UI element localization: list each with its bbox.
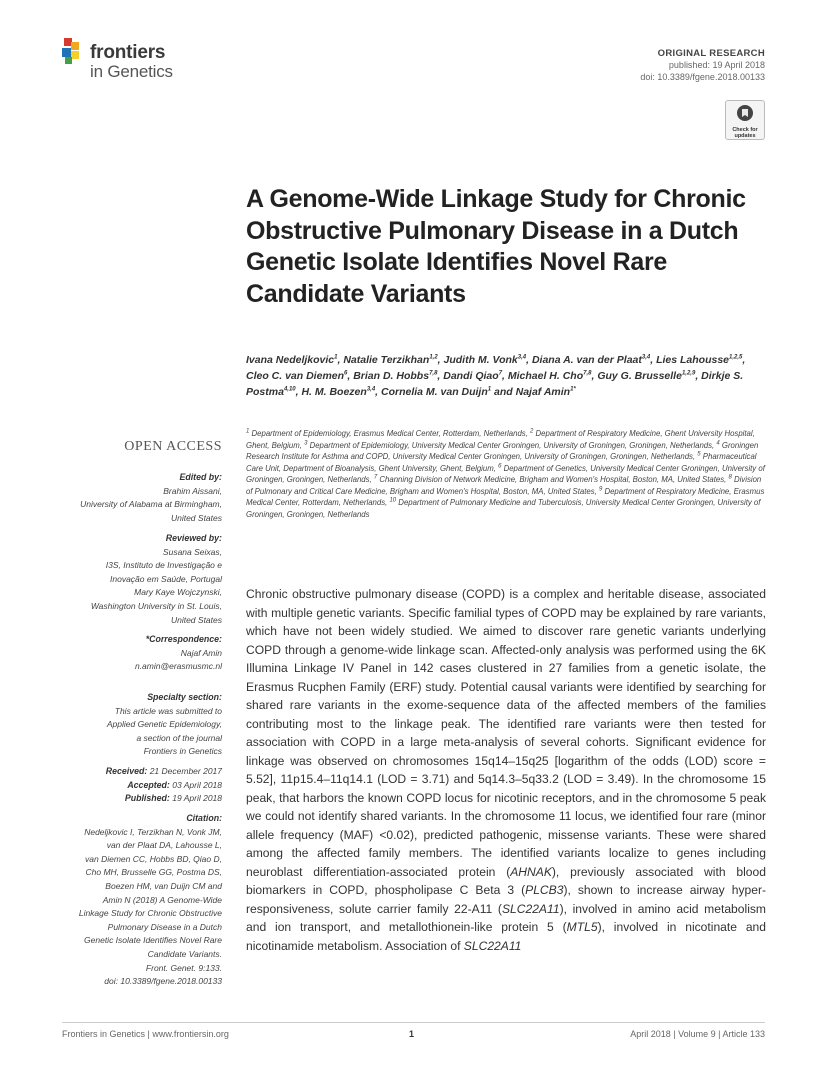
author-name[interactable]: Diana A. van der Plaat	[531, 354, 642, 366]
author-name[interactable]: Natalie Terzikhan	[343, 354, 430, 366]
correspondence-email[interactable]: n.amin@erasmusmc.nl	[134, 661, 222, 672]
affiliation-text: Department of Pulmonary Medicine and Tuberculosis, University Medical Center Groningen, University of Groningen, Groningen, Netherlands	[246, 498, 761, 519]
article-header	[640, 48, 765, 83]
article-type: ORIGINAL RESEARCH	[657, 48, 765, 59]
check-updates-line1: Check for	[732, 127, 758, 133]
received-date: 21 December 2017	[149, 766, 222, 776]
author-name[interactable]: Dandi Qiao	[443, 370, 499, 382]
check-for-updates-button[interactable]	[725, 100, 765, 140]
edited-by-section	[40, 471, 222, 525]
open-access-label: OPEN ACCESS	[124, 439, 222, 454]
author-affiliation-sup: 7	[498, 370, 503, 377]
article-title: A Genome-Wide Linkage Study for Chronic Obstructive Pulmonary Disease in a Dutch Genetic Isolate Identifies Novel Rare Candidate Variants	[246, 185, 746, 308]
reviewer-line: Mary Kaye Wojczynski,	[134, 587, 222, 598]
gene-mtl5: MTL5	[566, 920, 598, 934]
gene-ahnak: AHNAK	[510, 864, 552, 879]
citation-line: Candidate Variants.	[147, 948, 222, 959]
affiliation-sup: 9	[598, 485, 603, 492]
author-name[interactable]: Judith M. Vonk	[443, 354, 518, 366]
gene-slc22a11: SLC22A11	[501, 901, 560, 916]
footer-divider	[62, 1022, 765, 1023]
author-name[interactable]: H. M. Boezen	[301, 386, 367, 398]
affiliation-sup: 8	[728, 474, 732, 481]
abstract-text-4: ), involved in amino acid metabolism and ion transport, and metallothionein-like protein 5 (	[246, 901, 766, 934]
citation-line: Nedeljkovic I, Terzikhan N, Vonk JM,	[84, 826, 222, 837]
abstract-text-3: ), shown to increase airway hyper-responsiveness, solute carrier family 22-A11 (	[246, 883, 767, 916]
specialty-line: Applied Genetic Epidemiology,	[106, 719, 222, 730]
author-affiliation-sup: 4,10	[283, 386, 296, 393]
accepted-date: 03 April 2018	[172, 779, 222, 790]
published-row	[40, 792, 222, 806]
citation-line: Cho MH, Brusselle GG, Postma DS,	[85, 867, 222, 878]
check-updates-line2: updates	[734, 133, 756, 139]
correspondence-section	[40, 633, 222, 674]
author-name[interactable]: Guy G. Brusselle	[597, 370, 682, 382]
accepted-row	[40, 779, 222, 793]
affiliation-sup: 10	[389, 497, 397, 504]
citation-line: van der Plaat DA, Lahousse L,	[106, 840, 222, 851]
accepted-label: Accepted:	[127, 779, 170, 790]
published-date: published: 19 April 2018	[668, 60, 765, 70]
author-name[interactable]: Cornelia M. van Duijn	[381, 386, 488, 398]
frontiers-logo-icon	[62, 38, 86, 66]
affiliation-sup: 1	[246, 428, 250, 435]
affiliation-text: Department of Epidemiology, Erasmus Medical Center, Rotterdam, Netherlands,	[249, 429, 531, 438]
affiliation-text: Groningen Research Institute for Asthma and COPD, University Medical Center Groningen, University of Groningen, Groningen, Netherlands,	[246, 440, 759, 461]
citation-line: Boezen HM, van Duijn CM and	[105, 880, 222, 891]
citation-line: van Diemen CC, Hobbs BD, Qiao D,	[85, 853, 222, 864]
gene-slc22a11-2: SLC22A11	[463, 938, 522, 953]
received-row	[40, 765, 222, 779]
author-name[interactable]: Dirkje S. Postma	[246, 370, 744, 398]
citation-label: Citation:	[186, 813, 222, 823]
abstract	[246, 585, 766, 955]
abstract-text-5: ), involved in nicotinate and nicotinamide metabolism. Association of	[246, 920, 766, 953]
author-affiliation-sup: 6	[344, 370, 348, 377]
author-affiliation-sup: 1*	[570, 386, 576, 393]
reviewed-by-section	[40, 532, 222, 627]
footer-issue-info: April 2018 | Volume 9 | Article 133	[630, 1029, 765, 1039]
author-affiliation-sup: 1	[334, 354, 338, 361]
author-affiliation-sup: 3,4	[366, 386, 376, 393]
citation-line: Linkage Study for Chronic Obstructive	[78, 908, 222, 919]
affiliation-text: Pharmaceutical Care Unit, Department of Bioanalysis, Ghent University, Ghent, Belgium,	[246, 452, 757, 473]
dates-section	[40, 765, 222, 806]
published-label: Published:	[124, 793, 170, 804]
reviewed-by-label: Reviewed by:	[165, 533, 222, 543]
author-name[interactable]: Najaf Amin	[515, 386, 571, 398]
author-name[interactable]: Ivana Nedeljkovic	[246, 354, 335, 366]
author-affiliation-sup: 1,2	[429, 354, 438, 361]
affiliations	[246, 428, 766, 520]
affiliation-sup: 7	[373, 474, 378, 481]
logo-word-journal: in Genetics	[90, 62, 173, 81]
affiliation-text: Department of Respiratory Medicine, Ghent University Hospital, Ghent, Belgium,	[246, 429, 755, 450]
affiliation-sup: 3	[304, 439, 308, 446]
citation-line: Amin N (2018) A Genome-Wide	[102, 894, 222, 905]
affiliation-text: Division of Pulmonary and Critical Care Medicine, Brigham and Women's Hospital, Boston, MA, United States,	[246, 475, 762, 496]
author-name[interactable]: Cleo C. van Diemen	[246, 370, 345, 382]
editor-line: University of Alabama at Birmingham,	[80, 499, 222, 510]
editor-line: Brahim Aissani,	[163, 485, 222, 496]
affiliation-text: Department of Epidemiology, University Medical Center Groningen, University of Groningen, Groningen, Netherlands,	[307, 440, 717, 450]
reviewer-line: Washington University in St. Louis,	[90, 600, 222, 611]
published-side-date: 19 April 2018	[172, 793, 222, 804]
specialty-line: a section of the journal	[136, 732, 222, 743]
doi-link[interactable]: doi: 10.3389/fgene.2018.00133	[640, 71, 765, 82]
received-label: Received:	[105, 766, 148, 776]
journal-logo	[62, 38, 202, 88]
gene-plcb3: PLCB3	[525, 883, 564, 897]
author-name[interactable]: Brian D. Hobbs	[353, 370, 430, 382]
citation-line: Genetic Isolate Identifies Novel Rare	[84, 935, 222, 946]
author-name[interactable]: Michael H. Cho	[507, 370, 584, 382]
bookmark-update-icon	[736, 104, 754, 122]
abstract-text-1: Chronic obstructive pulmonary disease (COPD) is a complex and heritable disease, associated with multiple genetic variants. Specific familial types of COPD may be explained by rare variants, which have not been widely studied. We aimed to discover rare genetic variants underlying COPD through a genome-wide linkage scan. Affected-only analysis was performed using the 6K Illumina Linkage IV Panel in 142 cases clustered in 27 families from a genetic isolate, the Erasmus Rucphen Family (ERF) study. Potential causal variants were identified by searching for shared rare variants in the exome-sequence data of the affected members of the families contributing most to the linkage peak. The identified rare variants were then tested for association with COPD in a large meta-analysis of several cohorts. Significant evidence for linkage was observed on chromosomes 15q14–15q25 [logarithm of the odds (LOD) score = 5.52], 11p15.4–11q14.1 (LOD = 3.71) and 5q14.3–5q33.2 (LOD = 3.49). In the chromosome 15 peak, that harbors the known COPD locus for nicotinic receptors, and in the chromosome 5 peak we could not identify shared variants. In the chromosome 11 locus, we identified four rare (minor allele frequency (MAF) <0.02), predicted pathogenic, missense variants. These were shared among the affected family members. The identified variants localize to genes including neuroblast differentiation-associated protein (	[246, 587, 766, 879]
logo-word-frontiers: frontiers	[90, 42, 166, 63]
reviewer-line: Inovação em Saúde, Portugal	[110, 573, 222, 584]
author-affiliation-sup: 3,4	[517, 354, 527, 361]
correspondence-name: Najaf Amin	[180, 647, 222, 658]
author-affiliation-sup: 1,2,5	[729, 354, 743, 361]
affiliation-text: Channing Division of Network Medicine, Brigham and Women's Hospital, Boston, MA, United States,	[377, 475, 729, 484]
specialty-section	[40, 691, 222, 759]
reviewer-line: Susana Seixas,	[162, 546, 222, 557]
author-affiliation-sup: 7,8	[429, 370, 438, 377]
author-list: Ivana Nedeljkovic$^1$, Natalie Terzikhan$^{1,2}$, Judith M. Vonk$^{3,4}$, Diana A. van der Plaat$^{3,4}$, Lies Lahousse$^{1,2,5}$, Cleo C. van Diemen$^6$, Brian D. Hobbs$^{7,8}$, Dandi Qiao$^7$, Michael H. Cho$^{7,8}$, Guy G. Brusselle$^{1,2,9}$, Dirkje S. Postma$^{4,10}$, H. M. Boezen$^{3,4}$, Cornelia M. van Duijn$^1$ and Najaf Amin$^{1*}$	[246, 354, 746, 398]
citation-line: Pulmonary Disease in a Dutch	[107, 921, 222, 932]
specialty-label: Specialty section:	[147, 692, 222, 702]
author-affiliation-sup: 1	[487, 386, 492, 393]
citation-line: Front. Genet. 9:133.	[145, 962, 222, 973]
affiliation-sup: 4	[716, 439, 720, 446]
affiliation-sup: 5	[697, 451, 701, 458]
specialty-line: This article was submitted to	[114, 705, 222, 716]
edited-by-label: Edited by:	[179, 472, 222, 482]
affiliation-text: Department of Genetics, University Medical Center Groningen, University of Groningen, Groningen, Netherlands,	[246, 463, 765, 484]
abstract-text-2: ), previously associated with blood biomarkers in COPD, phospholipase C Beta 3 (	[246, 864, 766, 897]
citation-section	[40, 812, 222, 989]
reviewer-line: I3S, Instituto de Investigação e	[105, 560, 222, 571]
footer-journal-link[interactable]: Frontiers in Genetics | www.frontiersin.org	[62, 1029, 229, 1039]
author-affiliation-sup: 7,8	[583, 370, 592, 377]
affiliation-sup: 6	[498, 462, 502, 469]
editor-line: United States	[170, 512, 222, 523]
correspondence-label: *Correspondence:	[145, 634, 222, 644]
affiliation-text: Department of Respiratory Medicine, Erasmus Medical Center, Rotterdam, Netherlands,	[246, 486, 765, 507]
reviewer-line: United States	[170, 614, 222, 625]
author-affiliation-sup: 1,2,9	[681, 370, 696, 377]
specialty-line: Frontiers in Genetics	[143, 746, 222, 757]
author-affiliation-sup: 3,4	[641, 354, 651, 361]
affiliation-sup: 2	[530, 428, 534, 435]
author-name[interactable]: Lies Lahousse	[656, 354, 730, 366]
page-number: 1	[409, 1029, 415, 1039]
citation-doi[interactable]: doi: 10.3389/fgene.2018.00133	[104, 976, 222, 987]
